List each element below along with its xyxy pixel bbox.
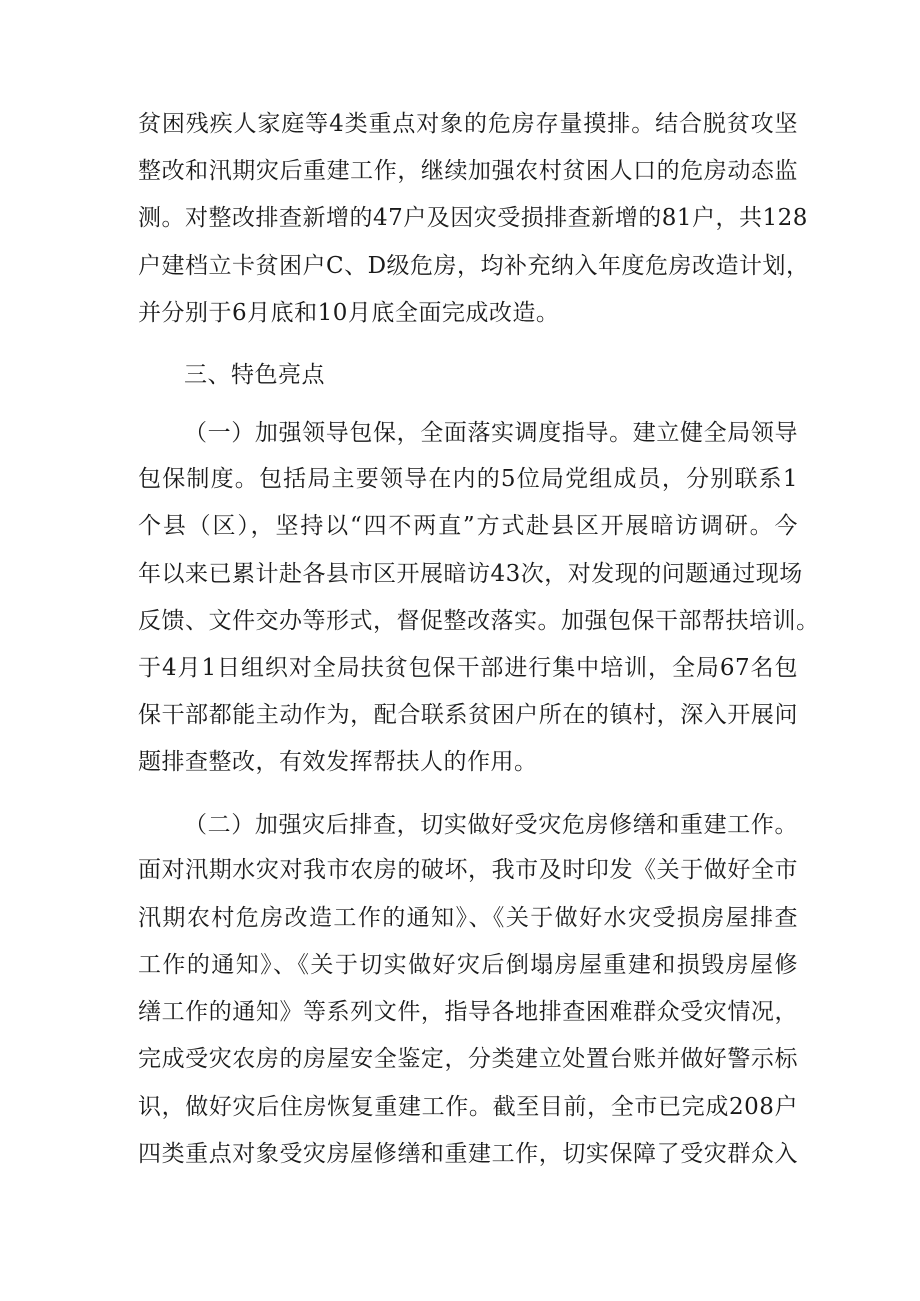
paragraph-line: 识，做好灾后住房恢复重建工作。截至目前，全市已完成208户 [138, 1094, 798, 1120]
paragraph-line: 工作的通知》、《关于切实做好灾后倒塌房屋重建和损毁房屋修 [138, 952, 798, 978]
paragraph-line: 缮工作的通知》等系列文件，指导各地排查困难群众受灾情况， [138, 999, 798, 1025]
paragraph-line: 年以来已累计赴各县市区开展暗访43次，对发现的问题通过现场 [138, 561, 803, 587]
paragraph-line: 整改和汛期灾后重建工作，继续加强农村贫困人口的危房动态监 [138, 158, 798, 184]
paragraph-line: 于4月1日组织对全局扶贫包保干部进行集中培训，全局67名包 [138, 655, 798, 681]
paragraph-line: （二）加强灾后排查，切实做好受灾危房修缮和重建工作。 [184, 812, 798, 838]
paragraph-line: 反馈、文件交办等形式，督促整改落实。加强包保干部帮扶培训。 [138, 608, 820, 634]
paragraph-line: 四类重点对象受灾房屋修缮和重建工作，切实保障了受灾群众入 [138, 1141, 798, 1167]
paragraph-line: 保干部都能主动作为，配合联系贫困户所在的镇村，深入开展问 [138, 702, 798, 728]
paragraph-line: 题排查整改，有效发挥帮扶人的作用。 [138, 749, 538, 775]
paragraph-line: 完成受灾农房的房屋安全鉴定，分类建立处置台账并做好警示标 [138, 1046, 798, 1072]
paragraph-line: 汛期农村危房改造工作的通知》、《关于做好水灾受损房屋排查 [138, 905, 798, 931]
paragraph-line: 个县（区），坚持以“四不两直”方式赴县区开展暗访调研。今 [138, 513, 798, 539]
paragraph-line: 户建档立卡贫困户C、D级危房，均补充纳入年度危房改造计划， [138, 253, 810, 279]
section-heading: 三、特色亮点 [184, 362, 325, 388]
paragraph-line: 并分别于6月底和10月底全面完成改造。 [138, 300, 560, 326]
paragraph-line: 贫困残疾人家庭等4类重点对象的危房存量摸排。结合脱贫攻坚 [138, 111, 798, 137]
paragraph-line: 包保制度。包括局主要领导在内的5位局党组成员，分别联系1 [138, 466, 798, 492]
paragraph-line: 测。对整改排查新增的47户及因灾受损排查新增的81户，共128 [138, 205, 808, 231]
paragraph-line: （一）加强领导包保，全面落实调度指导。建立健全局领导 [184, 420, 798, 446]
paragraph-line: 面对汛期水灾对我市农房的破坏，我市及时印发《关于做好全市 [138, 857, 798, 883]
